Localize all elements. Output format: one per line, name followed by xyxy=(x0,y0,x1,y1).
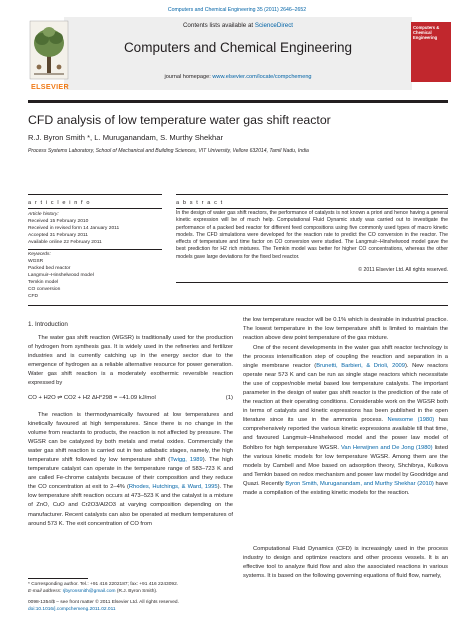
citation-link[interactable]: Van Herwijnen and De Jong (1980) xyxy=(341,444,433,451)
citation-link[interactable]: Byron Smith, Muruganandam, and Murthy Shekhar (2010) xyxy=(285,480,434,487)
keywords-rule xyxy=(28,249,162,250)
paragraph-text: One of the recent developments in the water gas shift reactor technology is the process intensification step of coupling the reaction and separation in a single membrane reactor ( xyxy=(243,345,448,370)
email-footnote xyxy=(28,589,157,594)
keyword-item: Packed bed reactor xyxy=(28,266,71,271)
keyword-item: Temkin model xyxy=(28,280,59,285)
citation-link[interactable]: Rhodes, Hutchings, & Ward, 1995 xyxy=(128,484,218,491)
citation-link[interactable]: Twigg, 1989 xyxy=(170,457,203,464)
keyword-item: Langmuir–Hinshelwood model xyxy=(28,273,94,278)
cover-title: Computers & Chemical Engineering xyxy=(413,25,440,40)
article-info-subrule xyxy=(28,208,162,209)
paragraph-text: The reaction is thermodynamically favoured at low temperatures and kinetically favoured at high temperatures. Since there is no change in the volume from reactants to products, the reaction is not affected by pressure. The WGSR can be catalyzed by both metals and metal oxides. Commercially the water gas shift reaction is carried out in two adiabatic stages, namely, the high temperature shift followed by low temperature shift ( xyxy=(28,412,233,464)
journal-reference[interactable]: Computers and Chemical Engineering 35 (2011) 2646–2652 xyxy=(167,7,307,13)
intro-right-paragraph-3 xyxy=(243,545,448,581)
author-affiliation: Process Systems Laboratory, School of Mechanical and Building Sciences, VIT University, Vellore 632014, Tamil Nadu, India xyxy=(28,148,309,154)
doi-link[interactable]: doi:10.1016/j.compchemeng.2011.02.011 xyxy=(28,607,116,612)
corresponding-author-footnote: * Corresponding author. Tel.: +91 416 2202187; fax: +91 416 2243092. xyxy=(28,582,179,587)
article-title: CFD analysis of low temperature water gas shift reactor xyxy=(28,113,331,127)
email-label: E-mail address: xyxy=(28,589,63,594)
journal-homepage xyxy=(64,74,412,80)
contents-prefix: Contents lists available at xyxy=(182,22,255,29)
email-link[interactable]: rjbyronsmith@gmail.com xyxy=(62,589,116,594)
paragraph-text: ). The high temperature catalyst can operate in the temperature range of 583–723 K and are called Fe-chrome catalysts because of their composition and they reduce the CO concentration at exit to 2–4% ( xyxy=(28,457,233,491)
keywords-label: Keywords: xyxy=(28,252,51,257)
history-received: Received 15 February 2010 xyxy=(28,219,89,224)
email-owner: (R.J. Byron Smith). xyxy=(115,589,158,594)
paragraph-text: has comprehensively reported the various kinetic expressions available till that time, and favoured Langmuir–Hinshelwood model and the power law model of Bohlbro for high temperature WGSR. xyxy=(243,417,448,451)
intro-left-paragraph-1 xyxy=(28,334,233,388)
citation-link[interactable]: Brunetti, Barbieri, & Drioli, 2009 xyxy=(316,363,405,370)
abstract-copyright: © 2011 Elsevier Ltd. All rights reserved. xyxy=(358,267,448,273)
equation-number: (1) xyxy=(225,395,233,401)
history-online: Available online 22 February 2011 xyxy=(28,240,102,245)
sciencedirect-link[interactable]: ScienceDirect xyxy=(254,22,294,29)
abstract-bottom-rule xyxy=(176,282,448,283)
paragraph-text: ). The low temperature shift reaction occurs at 473–523 K and the catalyst is a mixture of ZnO, CuO and Cr2O3/Al2O3 at varying composition depending on the manufacturer. Recent catalysts can also be operated at medium temperatures of around 573 K. The exit concentration of CO from xyxy=(28,484,233,527)
intro-right-paragraph-2 xyxy=(243,344,448,498)
homepage-prefix: journal homepage: xyxy=(164,74,213,80)
history-accepted: Accepted 31 February 2011 xyxy=(28,233,88,238)
body-top-rule xyxy=(28,305,448,306)
author-list: R.J. Byron Smith *, L. Muruganandam, S. Murthy Shekhar xyxy=(28,133,223,142)
intro-left-paragraph-2 xyxy=(28,411,233,529)
issn-line: 0098-1354/$ – see front matter © 2011 Elsevier Ltd. All rights reserved. xyxy=(28,600,179,605)
header-rule xyxy=(28,100,448,103)
contents-line xyxy=(64,22,412,29)
abstract-rule xyxy=(176,194,448,195)
paragraph-text: The water gas shift reaction (WGSR) is traditionally used for the production of hydrogen from synthesis gas. It is widely used in the refineries and fertilizer industries and is currently catching up in the energy sector due to the emergence of hydrogen as a reliable alternative resource for power generation. Water gas shift reaction is a moderately exothermic reversible reaction expressed by xyxy=(28,335,233,387)
abstract-body: In the design of water gas shift reactors, the performance of catalysts is not known a priori and hence having a general kinetic expression will be of much help. Computational Fluid Dynamic study was carried out to investigate the performance of a packed bed reactor for different feed compositions using five commonly used types of macro kinetic models. The CFD simulations were developed for the reaction rate to predict the CO conversion in the reactor. The effects of temperature and time factor on CO conversion were studied. The Langmuir–Hinshelwood model gave the best prediction for H2 rich mixtures. The Temkin model was better for higher CO concentrations, whereas the other models gave large deviations for the fixed bed reactor. xyxy=(176,210,448,260)
intro-right-paragraph-1 xyxy=(243,316,448,343)
footnote-rule xyxy=(28,578,88,579)
article-info-rule xyxy=(28,194,162,195)
abstract-subrule xyxy=(176,208,448,209)
section-heading-introduction: 1. Introduction xyxy=(28,321,68,328)
keyword-item: CO conversion xyxy=(28,287,61,292)
journal-title[interactable]: Computers and Chemical Engineering xyxy=(123,40,353,55)
abstract-heading: a b s t r a c t xyxy=(176,200,224,206)
paragraph-text: have made a compilation of the existing kinetic models for the reaction. xyxy=(243,480,448,496)
homepage-link[interactable]: www.elsevier.com/locate/compchemeng xyxy=(212,74,312,80)
publisher-logo-text: ELSEVIER xyxy=(31,82,69,91)
paragraph-text: listed the various kinetic models for low temperature WGSR. Among them are the models by Cambell and Moe based on adsorption theory, Shchibrya, Kulkova and Temkin based on redox mechanism and power law model by Goodridge and Quazi. Recently xyxy=(243,444,448,487)
citation-link[interactable]: Newsome (1980) xyxy=(387,417,435,424)
paragraph-text: ). New reactors operate near 573 K and can be run as single stage reactors which necessitate the use of copper/noble metal based low temperature catalysts. The important parameter in the design of water gas shift reactor is the prediction of the rate of the reaction at their operating conditions. Considerable work on the WGSR both in terms of catalysts and kinetic expressions has been published in the open literature since its use in the ammonia process. xyxy=(243,363,448,424)
keyword-item: CFD xyxy=(28,294,39,299)
keyword-item: WGSR xyxy=(28,259,44,264)
article-info-heading: a r t i c l e i n f o xyxy=(28,200,91,206)
equation-text: CO + H2O ⇌ CO2 + H2 ΔH°298 = −41.09 kJ/mol xyxy=(28,395,156,401)
paragraph-text: the low temperature reactor will be 0.1% which is desirable in industrial practice. The lowest temperature in the low temperature shift is limited to maintain the reaction above dew point temperature of the gas mixture. xyxy=(243,317,448,342)
paragraph-text: Computational Fluid Dynamics (CFD) is increasingly used in the process industry to design and optimize reactors and other process vessels. It is an effective tool to analyze fluid flow and also the associated reactions in various systems. It is based on the following governing equations of fluid flow, namely, xyxy=(243,546,448,580)
equation-1 xyxy=(28,395,233,401)
elsevier-tree-logo-icon xyxy=(28,19,70,85)
article-history-label: Article history: xyxy=(28,212,59,217)
history-revised: Received in revised form 14 January 2011 xyxy=(28,226,120,231)
